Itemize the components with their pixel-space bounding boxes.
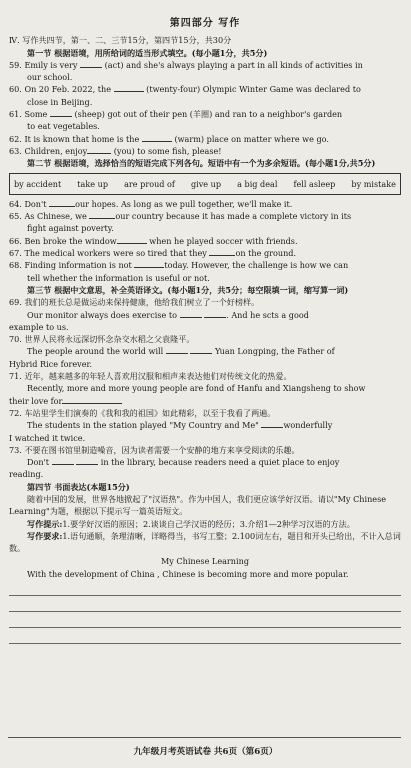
question-text: in the library, because readers need a quiet place to enjoy bbox=[98, 457, 340, 468]
question-text: The medical workers were so tired that they bbox=[21, 248, 210, 259]
chinese-sentence bbox=[9, 333, 401, 345]
question-text: (sheep) got out of their pen (羊圈) and ran to a neighbor's garden bbox=[71, 109, 343, 120]
answer-blank[interactable] bbox=[80, 59, 102, 68]
question-text: I watched it twice. bbox=[9, 432, 86, 443]
chinese-sentence bbox=[9, 444, 401, 456]
answer-blank[interactable] bbox=[209, 247, 235, 256]
writing-line[interactable] bbox=[9, 580, 401, 596]
question-text: Children, enjoy bbox=[21, 145, 88, 156]
question-continuation: tell whether the information is useful or not. bbox=[27, 272, 210, 283]
question-item bbox=[9, 108, 401, 120]
essay-opening: With the development of China , Chinese is becoming more and more popular. bbox=[27, 568, 349, 579]
question-number: 73. bbox=[9, 444, 22, 455]
answer-blank[interactable] bbox=[142, 133, 172, 142]
question-text: (you) to some fish, please! bbox=[111, 145, 222, 156]
question-item bbox=[9, 133, 401, 145]
question-continuation: to eat vegetables. bbox=[27, 121, 100, 132]
section2-items bbox=[9, 198, 401, 284]
answer-blank[interactable] bbox=[49, 198, 75, 207]
question-text: Some bbox=[21, 109, 50, 120]
translation-continuation bbox=[9, 358, 401, 370]
question-text: example to us. bbox=[9, 321, 69, 332]
answer-blank[interactable] bbox=[166, 345, 188, 354]
section2-heading: 第二节 根据语境，选择恰当的短语完成下列各句。短语中有一个为多余短语。(每小题1分,共5分) bbox=[27, 158, 376, 169]
answer-blank[interactable] bbox=[52, 456, 74, 465]
chinese-sentence bbox=[9, 296, 401, 308]
question-text: Don't bbox=[21, 198, 50, 209]
answer-blank[interactable] bbox=[114, 83, 144, 92]
english-translation bbox=[9, 382, 401, 394]
chinese-sentence bbox=[9, 370, 401, 382]
phrase-option: a big deal bbox=[237, 178, 278, 189]
answer-blank[interactable] bbox=[180, 309, 202, 318]
question-item bbox=[9, 247, 401, 259]
question-text: wonderfully bbox=[283, 420, 333, 431]
question-number: 64. bbox=[9, 198, 22, 209]
writing-line[interactable] bbox=[9, 612, 401, 628]
question-text: on the ground. bbox=[235, 248, 297, 259]
question-number: 60. bbox=[9, 84, 22, 95]
phrase-option: take up bbox=[77, 178, 109, 189]
question-text: 世界人民将永远深切怀念杂交水稻之父袁隆平。 bbox=[21, 334, 195, 345]
question-text: As Chinese, we bbox=[21, 211, 90, 222]
writing-line[interactable] bbox=[9, 596, 401, 612]
question-text: Don't bbox=[27, 457, 52, 468]
question-number: 61. bbox=[9, 109, 22, 120]
translation-continuation bbox=[9, 432, 401, 444]
writing-requirements bbox=[9, 530, 401, 555]
answer-blank[interactable] bbox=[117, 235, 147, 244]
writing-line[interactable] bbox=[9, 628, 401, 644]
section3-items bbox=[9, 296, 401, 480]
answer-blank[interactable] bbox=[190, 345, 212, 354]
question-number: 66. bbox=[9, 235, 22, 246]
page-footer: 九年级月考英语试卷 共6页（第6页） bbox=[133, 747, 278, 757]
question-item bbox=[9, 59, 401, 71]
question-item bbox=[9, 259, 401, 271]
question-text: The people around the world will bbox=[27, 346, 166, 357]
question-number: 62. bbox=[9, 133, 22, 144]
question-number: 72. bbox=[9, 407, 22, 418]
question-number: 68. bbox=[9, 260, 22, 271]
question-text: Yuan Longping, the Father of bbox=[212, 346, 335, 357]
english-translation bbox=[9, 456, 401, 468]
question-text: 车站里学生们演奏的《我和我的祖国》如此精彩，以至于我看了两遍。 bbox=[21, 407, 276, 418]
question-number: 69. bbox=[9, 297, 22, 308]
requirements-text: 1.语句通顺，条理清晰，详略得当，书写工整；2.100词左右，题目和开头已给出，不计入总词数。 bbox=[9, 530, 401, 554]
answer-blank[interactable] bbox=[204, 309, 226, 318]
question-continuation: fight against poverty. bbox=[27, 223, 114, 234]
question-item bbox=[9, 210, 401, 222]
section4-heading: 第四节 书面表达(本题15分) bbox=[27, 481, 130, 492]
essay-title: My Chinese Learning bbox=[161, 556, 249, 567]
translation-continuation bbox=[9, 468, 401, 480]
answer-blank[interactable] bbox=[261, 419, 283, 428]
translation-continuation bbox=[9, 395, 401, 407]
question-item bbox=[9, 235, 401, 247]
translation-continuation bbox=[9, 321, 401, 333]
answer-blank[interactable] bbox=[87, 145, 111, 154]
requirements-label: 写作要求: bbox=[27, 530, 63, 541]
question-text: (twenty-four) Olympic Winter Game was declared to bbox=[143, 84, 361, 95]
english-translation bbox=[9, 309, 401, 321]
question-text: (warm) place on matter where we go. bbox=[171, 133, 329, 144]
question-text: . And he scts a good bbox=[226, 309, 309, 320]
question-text: The students in the station played "My Country and Me" bbox=[27, 420, 262, 431]
question-continuation: close in Beijing. bbox=[27, 96, 93, 107]
phrase-box bbox=[9, 173, 401, 195]
question-number: 67. bbox=[9, 248, 22, 259]
question-item bbox=[9, 145, 401, 157]
essay-prompt: 随着中国的发展，世界各地掀起了"汉语热"。作为中国人，我们更应该学好汉语。请以"My Chinese Learning"为题，根据以下提示写一篇英语短文。 bbox=[9, 493, 387, 517]
question-text: reading. bbox=[9, 469, 44, 480]
question-continuation: our school. bbox=[27, 72, 73, 83]
question-text: our country because it has made a complete victory in its bbox=[115, 211, 352, 222]
question-text: Ben broke the window bbox=[21, 235, 117, 246]
question-text: their love for bbox=[9, 395, 63, 406]
english-translation bbox=[9, 345, 401, 357]
section1-heading: 第一节 根据语境，用所给词的适当形式填空。(每小题1分，共5分) bbox=[27, 47, 268, 58]
question-text: On 20 Feb. 2022, the bbox=[21, 84, 114, 95]
question-text: 我们的班长总是做运动来保持健康，他给我们树立了一个好榜样。 bbox=[21, 297, 260, 308]
question-number: 63. bbox=[9, 145, 22, 156]
question-text: 不要在图书馆里制造噪音，因为读者需要一个安静的地方来享受阅读的乐趣。 bbox=[21, 444, 300, 455]
writing-lines[interactable] bbox=[9, 580, 401, 644]
writing-hints bbox=[9, 518, 401, 530]
hints-text: 1.要学好汉语的原因；2.谈谈自己学汉语的经历；3.介绍1—2种学习汉语的方法。 bbox=[62, 518, 355, 529]
question-number: 71. bbox=[9, 371, 22, 382]
question-text: Finding information is not bbox=[21, 260, 135, 271]
writing-intro: Ⅳ. 写作共四节，第一、二、三节15分，第四节15分，共30分 bbox=[9, 35, 232, 46]
question-text: when he played soccer with friends. bbox=[146, 235, 298, 246]
phrase-option: by accident bbox=[14, 178, 62, 189]
answer-blank[interactable] bbox=[50, 108, 72, 117]
question-text: It is known that home is the bbox=[21, 133, 142, 144]
question-text: Our monitor always does exercise to bbox=[27, 309, 180, 320]
question-item bbox=[9, 198, 401, 210]
question-text: Hybrid Rice forever. bbox=[9, 358, 93, 369]
question-text: today. However, the challenge is how we can bbox=[164, 260, 349, 271]
question-text: Emily is very bbox=[21, 59, 81, 70]
phrase-option: give up bbox=[190, 178, 222, 189]
question-number: 65. bbox=[9, 211, 22, 222]
question-text: 近年，越来越多的年轻人喜欢用汉服和相声来表达他们对传统文化的热爱。 bbox=[21, 371, 292, 382]
phrase-option: are proud of bbox=[124, 178, 175, 189]
question-number: 70. bbox=[9, 334, 22, 345]
question-text: Recently, more and more young people are fond of Hanfu and Xiangsheng to show bbox=[27, 383, 366, 394]
answer-blank[interactable] bbox=[89, 210, 115, 219]
section3-heading: 第三节 根据中文意思，补全英语译文。(每小题1分，共5分；每空限填一词，缩写算一词) bbox=[27, 284, 349, 295]
part-title: 第四部分 写作 bbox=[169, 18, 241, 29]
answer-blank[interactable] bbox=[76, 456, 98, 465]
hints-label: 写作提示: bbox=[27, 518, 63, 529]
question-text: (act) and she's always playing a part in all kinds of activities in bbox=[102, 59, 363, 70]
answer-blank[interactable] bbox=[134, 259, 164, 268]
question-item bbox=[9, 83, 401, 95]
english-translation bbox=[9, 419, 401, 431]
section1-items bbox=[9, 59, 401, 157]
question-text: our hopes. As long as we pull together, we'll make it. bbox=[75, 198, 293, 209]
phrase-option: by mistake bbox=[351, 178, 396, 189]
chinese-sentence bbox=[9, 407, 401, 419]
phrase-option: fell asleep bbox=[293, 178, 336, 189]
answer-blank[interactable] bbox=[62, 395, 122, 404]
question-number: 59. bbox=[9, 59, 22, 70]
